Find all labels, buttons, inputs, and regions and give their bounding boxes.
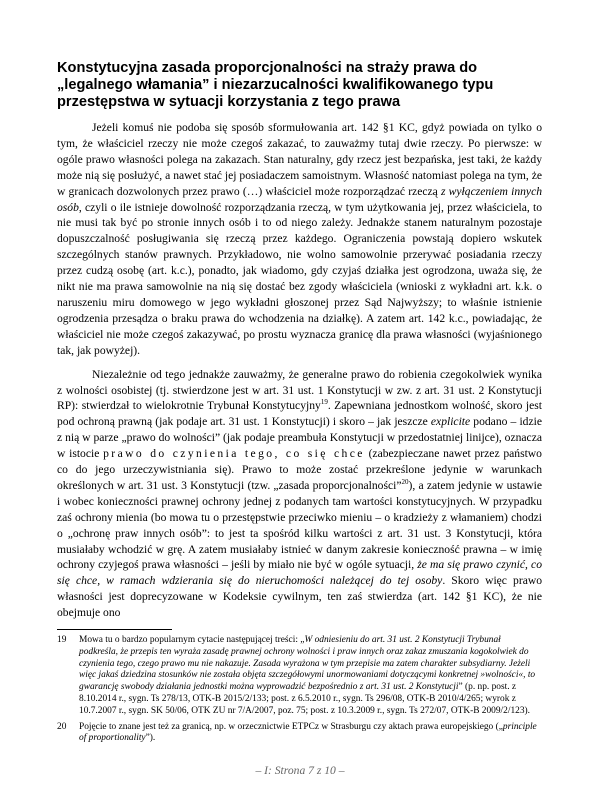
paragraph-1-emphasis: z wyłączeniem innych osób <box>57 184 543 214</box>
paragraph-2-text-b: . Zapewniana jednostkom wolność, skoro jest pod ochroną prawną (jak podaje art. 31 ust. 1 Konstytucji) i skoro – jak jeszcze <box>57 399 542 429</box>
footnote-divider <box>57 629 172 630</box>
paragraph-2-text-i: . Skoro więc prawo własności jest doprecyzowane w Kodeksie cywilnym, ten zaś stwierdza (art. 142 §1 KC), że nie obejmuje ono <box>57 574 543 620</box>
paragraph-1-text-a: Jeżeli komuś nie podoba się sposób sformułowania art. 142 §1 KC, gdyż powiada on tylko o tym, że właściciel rzeczy nie może czegoś zakazać, to zauważmy tutaj dwie rzeczy. Po pierwsze: w ogóle prawo własności polega na zakazach. Stan naturalny, gdy rzecz jest bezpańska, jest taki, że każdy może nią się posłużyć, a nawet stać jej posiadaczem samoistnym. Własność natomiast polega na tym, że w granicach dozwolonych przez prawo (…) właściciel może rozporządzać rzeczą <box>57 121 542 198</box>
paragraph-1 <box>57 120 542 359</box>
footnote-number: 19 <box>57 635 67 646</box>
paragraph-2 <box>57 367 542 622</box>
paragraph-1-text-c: , czyli o ile istnieje dowolność rozporządzania rzeczą, w tym użytkowania jej, przez właściciela, to nie musi tak być po stronie innych osób i to od niego zależy. Jednakże stanem naturalnym pozostaje dopuszczalność posługiwania się rzeczą przez każdego. Ograniczenia powstają dopiero wskutek szczególnych stanów prawnych. Przykładowo, nie wolno samowolnie przerywać posiadania rzeczy przez cudzą osobę (art. k.c.), ponadto, jak wiadomo, gdy czyjaś działka jest ogrodzona, uważa się, że nikt nie ma prawa samowolnie na nią się dostać bez zgody właściciela (wnioski z wykładni art. k.k. o naruszeniu miru domowego w jego wykładni głoszonej przez Sąd Najwyższy; to właśnie istnienie ogrodzenia przesądza o braku prawa do wchodzenia na działkę). A zatem art. 142 k.c., powiadając, że właściciel nie może czegoś zakazywać, po prostu wyznacza granicę dla prawa własności (wyjaśnionego tak, jak powyżej). <box>57 200 542 357</box>
page-number-footer: – I: Strona 7 z 10 – <box>255 764 345 777</box>
paragraph-2-emphasis-explicite: explicite <box>430 415 471 429</box>
footnote-20-text-c: ”). <box>145 733 156 744</box>
footnote-ref-20[interactable]: 20 <box>401 478 409 487</box>
footnote-19-quote: W odniesieniu do art. 31 ust. 2 Konstytucji Trybunał podkreśla, że przepis ten wyraża zasadę prawnej ochrony wolności i praw innych oraz zakaz zmuszania kogokolwiek do czynienia tego, czego prawo mu nie nakazuje. Zasada wyrażona w tym przepisie ma zatem charakter subsydiarny. Jeżeli więc jakaś dziedzina stosunków nie została objęta szczegółowymi unormowaniami dotyczącymi konkretnej »wolności«, to gwarancję swobody działania jednostki można wyprowadzić bezpośrednio z art. 31 ust. 2 Konstytucji <box>79 635 536 693</box>
paragraph-2-spaced-phrase: prawo do czynienia tego, co się chce <box>103 447 365 461</box>
paragraph-2-emphasis-quote: że ma się prawo czynić, co się chce, w ramach wdzierania się do nieruchomości należącej do tej osoby <box>57 558 542 588</box>
footnote-19-text-a: Mowa tu o bardzo popularnym cytacie następującej treści: „ <box>79 635 305 646</box>
footnote-20-text-a: Pojęcie to znane jest też za granicą, np. w orzecznictwie ETPCz w Strasburgu czy aktach prawa europejskiego („ <box>79 721 503 732</box>
footnote-19 <box>57 635 542 718</box>
footnote-text <box>79 722 542 746</box>
footnote-ref-19[interactable]: 19 <box>320 398 328 407</box>
footnote-number: 20 <box>57 721 67 732</box>
paragraph-2-text-d: podano – idzie z nią w parze „prawo do wolności” (jak podaje preambuła Konstytucji w przedostatniej linijce), oznacza w istocie <box>57 415 542 461</box>
article-title: Konstytucyjna zasada proporcjonalności na straży prawa do „legalnego włamania” i niezarzucalności kwalifikowanego typu przestępstwa w sytuacji korzystania z tego prawa <box>57 60 494 110</box>
paragraph-2-text-a: Niezależnie od tego jednakże zauważmy, że generalne prawo do robienia czegokolwiek wynika z wolności osobistej (tj. stwierdzone jest w art. 31 ust. 1 Konstytucji w zw. z art. 31 ust. 2 Konstytucji RP): stwierdzał to wielokrotnie Trybunał Konstytucyjny <box>57 367 542 413</box>
footnote-20-term: principle of proportionality <box>79 721 537 744</box>
footnote-text <box>79 635 542 718</box>
paragraph-2-text-g: ), a zatem jedynie w ustawie i wobec konieczności prawnej ochrony jednej z podanych tam wartości konstytucyjnych. W przypadku zaś ochrony mienia (bo mowa tu o przestępstwie przeciwko mieniu – o kradzieży z włamaniem) chodzi o „ochronę praw innych osób”: to jest ta spośród kilku wartości z art. 31 ust. 3 Konstytucji, która musiałaby wchodzić w grę. A zatem musiałaby istnieć w danym zakresie konieczność prawna – w imię ochrony czyjegoś prawa własności – jeśli by miało nie być w ogóle sytuacji, <box>57 478 542 572</box>
paragraph-2-text-f: (zabezpieczane nawet przez państwo co do jego urzeczywistniania się). Prawo to może zostać przekreślone jedynie w warunkach określonych w art. 31 ust. 3 Konstytucji (tzw. „zasada proporcjonalności” <box>57 447 542 492</box>
footnote-19-text-c: ” (p. np. post. z 8.10.2014 r., sygn. Ts 278/13, OTK-B 2015/2/133; post. z 6.5.2010 r., sygn. Ts 296/08, OTK-B 2010/4/265; wyrok z 10.7.2007 r., sygn. SK 50/06, OTK ZU nr 7/A/2007, poz. 75; post. z 10.3.2009 r., sygn. Ts 272/07, OTK-B 2009/2/123). <box>79 682 530 716</box>
footnote-20 <box>57 722 542 746</box>
document-page <box>57 60 542 749</box>
